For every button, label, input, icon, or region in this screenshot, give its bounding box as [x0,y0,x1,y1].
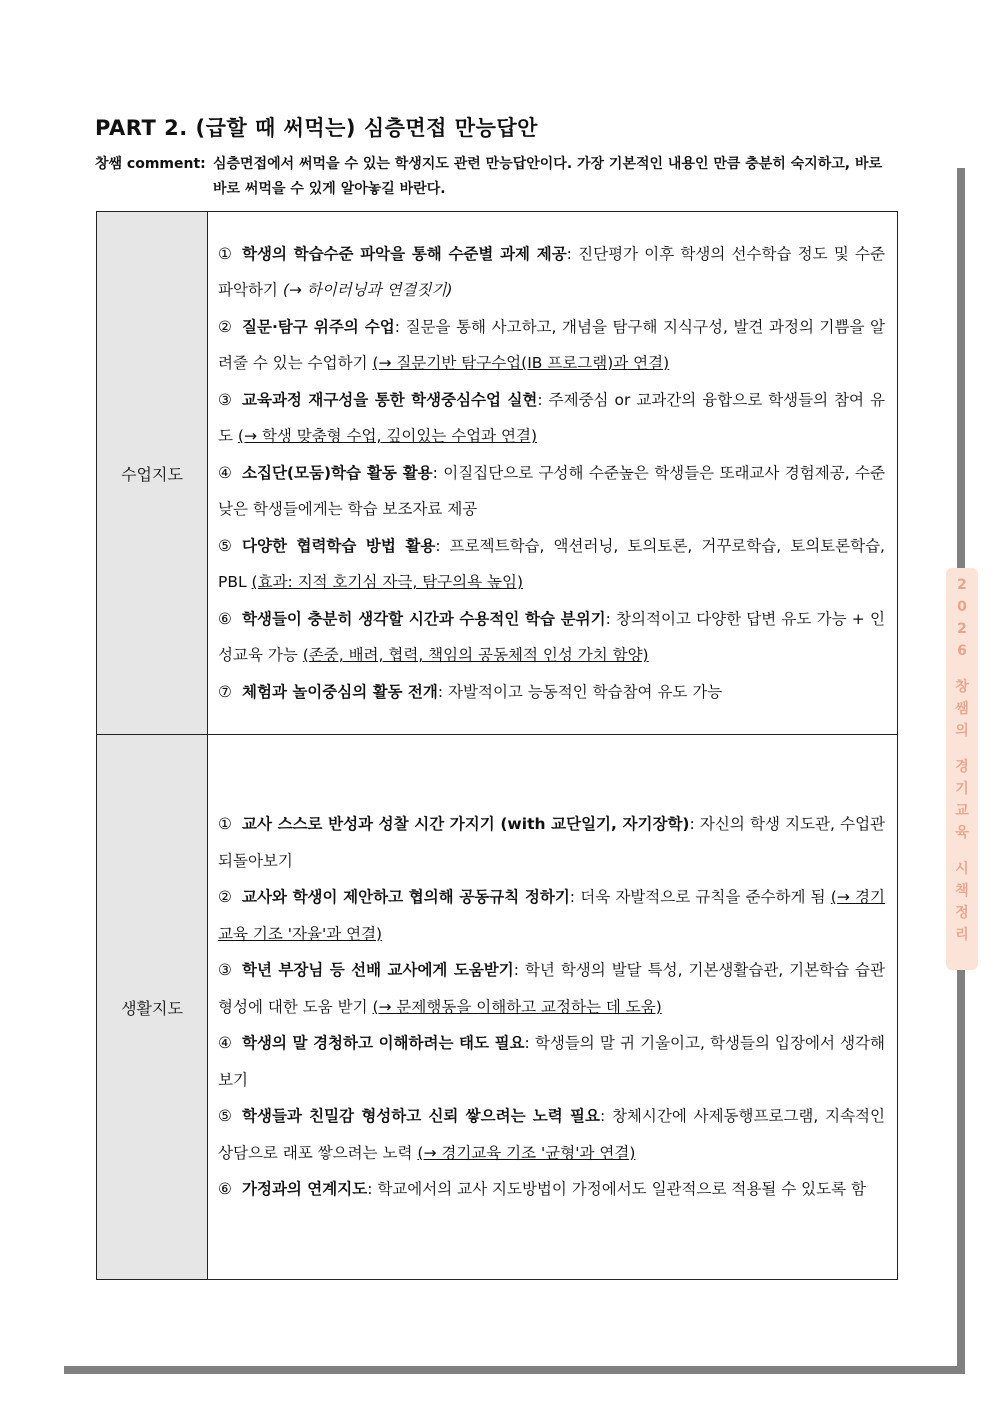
item-body: : 창의적이고 다양한 답변 유도 가능 + 인성교육 가능 [218,609,885,665]
list-item [218,806,885,879]
comment-label: 창쌤 comment: [95,156,206,172]
item-number: ④ [218,463,232,482]
list-item [218,382,885,455]
content-cell [208,212,898,735]
item-heading: 다양한 협력학습 방법 활용 [242,536,436,555]
item-body: : 프로젝트학습, 액션러닝, 토의토론, 거꾸로학습, 토의토론학습, PBL [218,536,885,592]
item-body: : 진단평가 이후 학생의 선수학습 정도 및 수준 파악하기 [218,244,885,300]
item-reference: (효과: 지적 호기심 자극, 탐구의욕 높임) [251,573,524,592]
item-reference: (→ 질문기반 탐구수업(IB 프로그램)과 연결) [372,354,670,373]
item-heading: 가정과의 연계지도 [242,1180,368,1199]
item-number: ② [218,317,232,336]
page-title: PART 2. (급할 때 써먹는) 심층면접 만능답안 [95,116,538,140]
item-body: : 창체시간에 사제동행프로그램, 지속적인 상담으로 래포 쌓으려는 노력 [218,1107,885,1162]
table-row [97,735,898,1280]
list-item [218,1025,885,1098]
list-item [218,528,885,601]
side-tab-char: 정 [955,905,969,921]
list-item [218,1171,885,1208]
side-tab-char: 기 [955,781,969,797]
side-tab-char: 책 [955,883,969,899]
side-tab-char: 쌤 [955,701,969,717]
side-tab-char: 창 [955,679,969,695]
side-tab [946,568,978,970]
item-heading: 학년 부장님 등 선배 교사에게 도움받기 [242,961,514,980]
item-heading: 소집단(모둠)학습 활동 활용 [242,463,433,482]
category-cell: 수업지도 [97,212,208,735]
item-heading: 질문·탐구 위주의 수업 [242,317,395,336]
side-tab-char: 경 [955,759,969,775]
item-number: ⑤ [218,1107,232,1126]
item-heading: 교사와 학생이 제안하고 협의해 공동규칙 정하기 [242,888,570,907]
list-item [218,236,885,309]
item-number: ③ [218,390,232,409]
item-number: ③ [218,961,232,980]
item-reference: (→ 경기교육 기조 '균형'과 연결) [417,1143,636,1162]
side-tab-char: 2 [957,621,967,637]
item-heading: 학생들이 충분히 생각할 시간과 수용적인 학습 분위기 [242,609,606,628]
comment-text: 심층면접에서 써먹을 수 있는 학생지도 관련 만능답안이다. 가장 기본적인 내용인 만큼 충분히 숙지하고, 바로바로 써먹을 수 있게 알아놓길 바란다. [213,156,883,197]
item-heading: 학생의 학습수준 파악을 통해 수준별 과제 제공 [242,244,567,263]
category-cell: 생활지도 [97,735,208,1280]
item-heading: 학생의 말 경청하고 이해하려는 태도 필요 [242,1034,525,1053]
item-number: ⑦ [218,682,232,701]
item-body: : 학년 학생의 발달 특성, 기본생활습관, 기본학습 습관 형성에 대한 도움 받기 [218,961,885,1016]
list-item [218,309,885,382]
list-item [218,879,885,952]
item-body: : 학생들의 말 귀 기울이고, 학생들의 입장에서 생각해보기 [218,1034,885,1089]
list-item [218,1098,885,1171]
item-reference: (→ 학생 맞춤형 수업, 깊이있는 수업과 연결) [237,427,538,446]
item-body: : 자발적이고 능동적인 학습참여 유도 가능 [437,682,723,701]
horizontal-rule [64,1366,964,1374]
item-number: ⑥ [218,1180,232,1199]
answer-table [96,211,898,1280]
item-reference: (→ 경기교육 기조 '자율'과 연결) [218,888,885,943]
list-item [218,952,885,1025]
item-heading: 교사 스스로 반성과 성찰 시간 가지기 (with 교단일기, 자기장학) [242,815,690,834]
item-number: ① [218,244,232,263]
item-number: ④ [218,1034,232,1053]
item-body: : 질문을 통해 사고하고, 개념을 탐구해 지식구성, 발견 과정의 기쁨을 알려줄 수 있는 수업하기 [218,317,885,373]
side-tab-char: 리 [955,927,969,943]
side-tab-char: 2 [957,577,967,593]
side-tab-char: 교 [955,803,969,819]
item-number: ② [218,888,232,907]
list-item [218,455,885,528]
content-cell [208,735,898,1280]
item-body: : 주제중심 or 교과간의 융합으로 학생들의 참여 유도 [218,390,885,446]
item-reference: (→ 하이러닝과 연결짓기) [282,281,453,300]
side-tab-char: 의 [955,723,969,739]
comment-block [95,152,897,202]
item-body: : 더욱 자발적으로 규칙을 준수하게 됨 [569,888,831,907]
item-reference: (→ 문제행동을 이해하고 교정하는 데 도움) [372,997,662,1016]
side-tab-char: 육 [955,825,969,841]
item-number: ⑥ [218,609,232,628]
side-tab-char: 시 [955,861,969,877]
item-body: : 학교에서의 교사 지도방법이 가정에서도 일관적으로 적용될 수 있도록 함 [367,1180,866,1199]
item-number: ① [218,815,232,834]
item-body: : 자신의 학생 지도관, 수업관 되돌아보기 [218,815,886,870]
item-heading: 학생들과 친밀감 형성하고 신뢰 쌓으려는 노력 필요 [242,1107,600,1126]
item-body: : 이질집단으로 구성해 수준높은 학생들은 또래교사 경험제공, 수준 낮은 학생들에게는 학습 보조자료 제공 [218,463,885,519]
item-heading: 교육과정 재구성을 통한 학생중심수업 실현 [242,390,538,409]
side-tab-char: 0 [957,599,967,615]
table-row [97,212,898,735]
item-heading: 체험과 놀이중심의 활동 전개 [242,682,438,701]
item-reference: (존중, 배려, 협력, 책임의 공동체적 인성 가치 함양) [302,646,649,665]
item-number: ⑤ [218,536,232,555]
list-item [218,674,885,711]
side-tab-char: 6 [957,643,967,659]
list-item [218,601,885,674]
